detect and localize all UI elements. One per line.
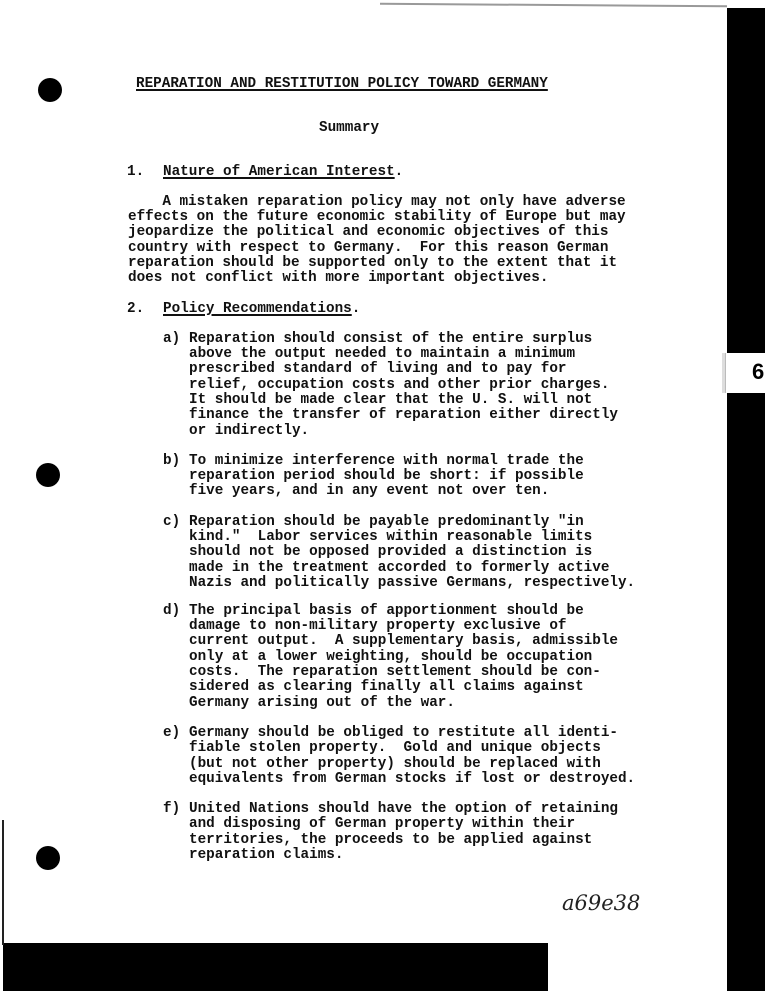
item-d-line: sidered as clearing finally all claims against [189,679,584,695]
item-d-line: current output. A supplementary basis, admissible [189,633,618,649]
paragraph-line: reparation should be supported only to the extent that it [128,255,618,271]
paragraph-line: jeopardize the political and economic objectives of this [128,224,609,240]
document-title: REPARATION AND RESTITUTION POLICY TOWARD GERMANY [136,76,548,92]
item-c-line: should not be opposed provided a distinction is [189,544,593,560]
section-heading [163,165,403,180]
item-a-line: prescribed standard of living and to pay for [189,361,567,377]
item-b-line: five years, and in any event not over ten. [189,483,550,499]
item-d-line: damage to non-military property exclusive of [189,618,567,634]
section-heading-text: Nature of American Interest [163,164,395,180]
item-d-line: only at a lower weighting, should be occupation [189,649,593,665]
section-heading-text: Policy Recommendations [163,301,352,317]
item-d-line: The principal basis of apportionment should be [189,603,584,619]
item-marker-f: f) [163,801,181,817]
item-marker-c: c) [163,514,181,530]
item-c-line: Reparation should be payable predominantly "in [189,514,584,530]
punch-hole-icon [36,463,60,487]
item-e-line: (but not other property) should be replaced with [189,756,601,772]
paragraph-line: A mistaken reparation policy may not only have adverse [128,194,626,210]
item-marker-a: a) [163,331,181,347]
item-a-line: finance the transfer of reparation either directly [189,407,618,423]
item-b-line: To minimize interference with normal trade the [189,453,584,469]
punch-hole-icon [38,78,62,102]
item-d-line: Germany arising out of the war. [189,695,455,711]
item-e-line: Germany should be obliged to restitute all identi- [189,725,618,741]
item-d-line: costs. The reparation settlement should be con- [189,664,601,680]
paragraph-line: does not conflict with more important objectives. [128,270,549,286]
item-b-line: reparation period should be short: if possible [189,468,584,484]
item-a-line: or indirectly. [189,423,310,439]
item-a-line: above the output needed to maintain a minimum [189,346,576,362]
heading-period: . [394,164,404,180]
item-c-line: kind." Labor services within reasonable limits [189,529,593,545]
item-marker-b: b) [163,453,181,469]
item-a-line: It should be made clear that the U. S. will not [189,392,593,408]
handwritten-note: a69e38 [562,891,641,915]
item-e-line: fiable stolen property. Gold and unique objects [189,740,601,756]
item-f-line: United Nations should have the option of retaining [189,801,618,817]
section-number: 2. [127,301,145,317]
punch-hole-icon [36,846,60,870]
section-heading [163,302,360,317]
item-f-line: reparation claims. [189,847,344,863]
document-subtitle: Summary [319,120,380,136]
paragraph-line: country with respect to Germany. For this reason German [128,240,609,256]
scan-border-bottom [3,943,548,991]
item-e-line: equivalents from German stocks if lost or destroyed. [189,771,636,787]
item-f-line: territories, the proceeds to be applied against [189,832,593,848]
item-marker-e: e) [163,725,181,741]
heading-period: . [351,301,361,317]
section-number: 1. [127,164,145,180]
paragraph-line: effects on the future economic stability of Europe but may [128,209,626,225]
item-c-line: made in the treatment accorded to formerly active [189,560,610,576]
page-tab-number: 6 [752,359,765,384]
page-left-edge [2,820,4,945]
item-marker-d: d) [163,603,181,619]
scan-border-right [727,8,765,991]
item-f-line: and disposing of German property within their [189,816,576,832]
item-a-line: relief, occupation costs and other prior charges. [189,377,610,393]
item-a-line: Reparation should consist of the entire surplus [189,331,593,347]
item-c-line: Nazis and politically passive Germans, respectively. [189,575,636,591]
page-top-edge [380,3,727,7]
